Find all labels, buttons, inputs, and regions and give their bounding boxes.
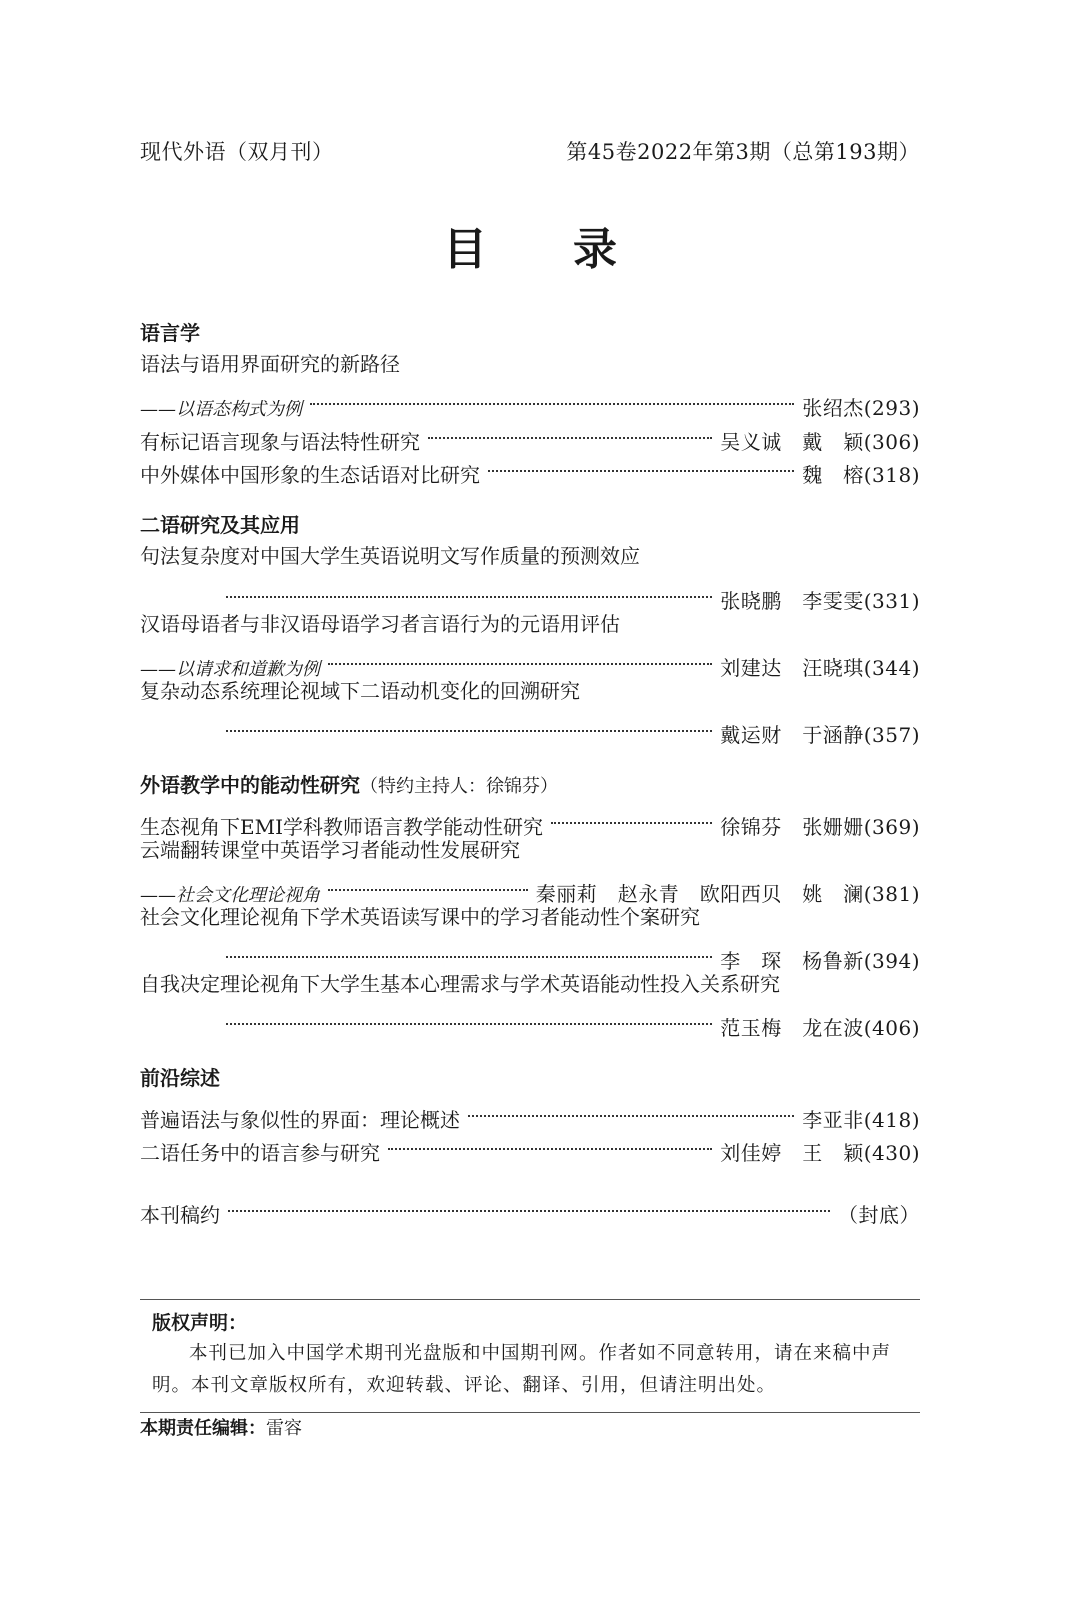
dot-leader bbox=[388, 1127, 712, 1161]
table-of-contents bbox=[140, 318, 920, 1227]
dot-leader bbox=[328, 641, 712, 675]
entry-authors-page: 刘佳婷 王 颖(430) bbox=[720, 1141, 920, 1166]
entry-authors-page: 吴义诚 戴 颖(306) bbox=[720, 429, 920, 454]
entry-subtitle: ——社会文化理论视角 bbox=[140, 884, 320, 906]
entry-subtitle: ——以语态构式为例 bbox=[140, 399, 302, 421]
section-title: 二语研究及其应用 bbox=[140, 513, 300, 538]
entry-authors-page: 秦丽莉 赵永青 欧阳西贝 姚 澜(381) bbox=[535, 881, 920, 906]
dot-leader bbox=[226, 574, 712, 608]
dot-leader bbox=[226, 1002, 712, 1036]
toc-entry-row[interactable] bbox=[140, 641, 920, 680]
dot-leader bbox=[226, 708, 712, 742]
entry-authors-page: 魏 榕(318) bbox=[802, 463, 920, 488]
toc-entry-row[interactable] bbox=[140, 708, 920, 747]
entry-title: 中外媒体中国形象的生态话语对比研究 bbox=[140, 463, 480, 488]
entry-title[interactable]: 自我决定理论视角下大学生基本心理需求与学术英语能动性投入关系研究 bbox=[140, 971, 780, 996]
entry-title: 普遍语法与象似性的界面：理论概述 bbox=[140, 1107, 460, 1132]
copyright-box bbox=[140, 1299, 920, 1413]
entry-authors-page: 张晓鹏 李雯雯(331) bbox=[720, 588, 920, 613]
dot-leader bbox=[551, 800, 712, 834]
section-title bbox=[140, 770, 920, 800]
toc-entry-row[interactable] bbox=[140, 867, 920, 906]
section-title-text: 外语教学中的能动性研究 bbox=[140, 772, 360, 797]
entry-authors-page: 李 琛 杨鲁新(394) bbox=[720, 948, 920, 973]
toc-entry-row[interactable] bbox=[140, 1002, 920, 1041]
entry-authors-page: 张绍杰(293) bbox=[802, 396, 920, 421]
toc-entry-guidelines[interactable] bbox=[140, 1188, 920, 1227]
dot-leader bbox=[488, 449, 794, 483]
entry-authors-page: 刘建达 汪晓琪(344) bbox=[720, 655, 920, 680]
entry-subtitle: ——以请求和道歉为例 bbox=[140, 658, 320, 680]
entry-title[interactable]: 汉语母语者与非汉语母语学习者言语行为的元语用评估 bbox=[140, 611, 620, 636]
section-note: （特约主持人：徐锦芬） bbox=[360, 775, 558, 797]
journal-name: 现代外语（双月刊） bbox=[140, 140, 334, 164]
copyright-body: 本刊已加入中国学术期刊光盘版和中国期刊网。作者如不同意转用，请在来稿中声明。本刊文章版权所有，欢迎转载、评论、翻译、引用，但请注明出处。 bbox=[152, 1343, 892, 1396]
editor-name: 雷容 bbox=[266, 1418, 302, 1439]
dot-leader bbox=[428, 415, 712, 449]
copyright-title: 版权声明： bbox=[152, 1312, 248, 1334]
entry-title[interactable]: 句法复杂度对中国大学生英语说明文写作质量的预测效应 bbox=[140, 544, 640, 569]
dot-leader bbox=[228, 1188, 830, 1222]
entry-authors-page: 范玉梅 龙在波(406) bbox=[720, 1016, 920, 1041]
guidelines-page: （封底） bbox=[838, 1202, 920, 1227]
issue-editor bbox=[140, 1414, 302, 1440]
entry-title: 生态视角下EMI学科教师语言教学能动性研究 bbox=[140, 814, 543, 839]
entry-title[interactable]: 复杂动态系统理论视域下二语动机变化的回溯研究 bbox=[140, 678, 580, 703]
entry-title[interactable]: 社会文化理论视角下学术英语读写课中的学习者能动性个案研究 bbox=[140, 904, 700, 929]
toc-entry-row[interactable] bbox=[140, 382, 920, 421]
journal-header bbox=[140, 136, 920, 166]
dot-leader bbox=[468, 1093, 794, 1127]
toc-section bbox=[140, 318, 920, 488]
toc-section bbox=[140, 1063, 920, 1166]
section-title: 前沿综述 bbox=[140, 1066, 220, 1091]
toc-entry-row[interactable] bbox=[140, 1093, 920, 1132]
section-title: 语言学 bbox=[140, 321, 200, 345]
entry-title: 二语任务中的语言参与研究 bbox=[140, 1141, 380, 1166]
toc-section bbox=[140, 770, 920, 1041]
issue-info: 第45卷2022年第3期（总第193期） bbox=[566, 140, 920, 164]
entry-title[interactable]: 语法与语用界面研究的新路径 bbox=[140, 352, 400, 376]
toc-entry-row[interactable] bbox=[140, 934, 920, 973]
dot-leader bbox=[226, 934, 712, 968]
toc-entry-row[interactable] bbox=[140, 574, 920, 613]
entry-title: 有标记语言现象与语法特性研究 bbox=[140, 429, 420, 454]
entry-title[interactable]: 云端翻转课堂中英语学习者能动性发展研究 bbox=[140, 837, 520, 862]
entry-authors-page: 李亚非(418) bbox=[802, 1107, 920, 1132]
entry-authors-page: 徐锦芬 张姗姗(369) bbox=[720, 814, 920, 839]
toc-entry-row[interactable] bbox=[140, 800, 920, 839]
guidelines-label: 本刊稿约 bbox=[140, 1202, 220, 1227]
page-title: 目录 bbox=[443, 224, 703, 275]
dot-leader bbox=[310, 382, 794, 416]
dot-leader bbox=[328, 867, 528, 901]
toc-section bbox=[140, 510, 920, 747]
editor-label: 本期责任编辑： bbox=[140, 1418, 266, 1439]
entry-authors-page: 戴运财 于涵静(357) bbox=[720, 722, 920, 747]
